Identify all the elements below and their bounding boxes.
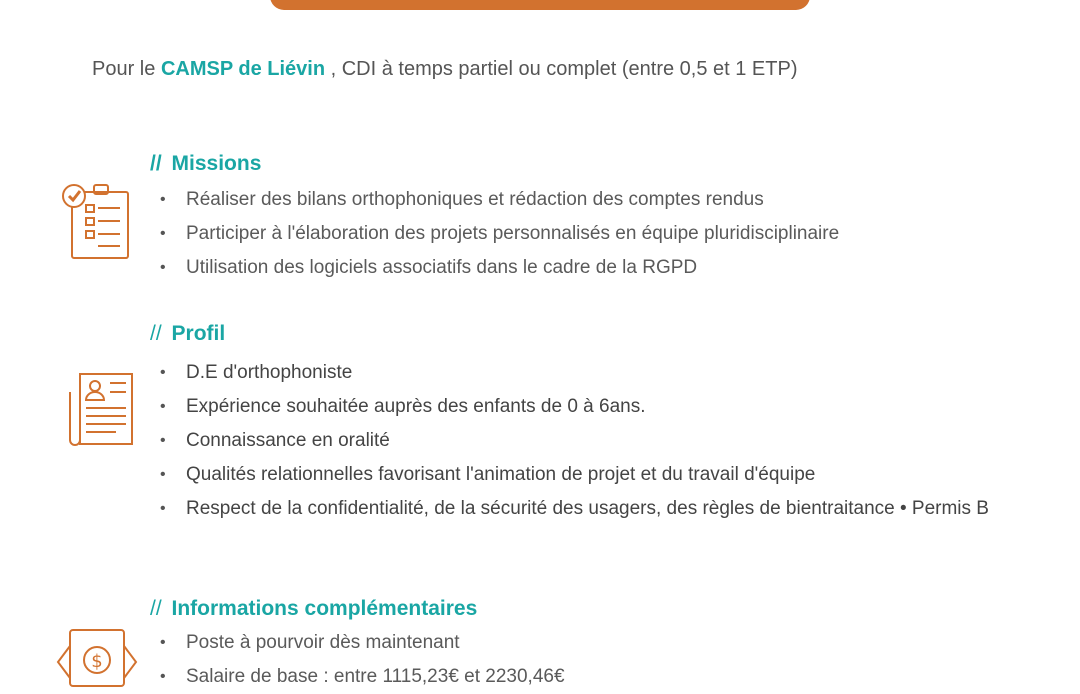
list-item: • Poste à pourvoir dès maintenant — [160, 626, 1040, 660]
missions-title — [150, 152, 261, 176]
missions-title-text: Missions — [171, 152, 262, 175]
list-item: • Respect de la confidentialité, de la sécurité des usagers, des règles de bientraitance • Permis B — [160, 492, 1016, 526]
intro-line — [92, 58, 797, 81]
svg-text:$: $ — [91, 651, 103, 672]
list-item: • Connaissance en oralité — [160, 424, 1040, 458]
missions-slashes: // — [150, 152, 162, 175]
profil-list — [160, 356, 1040, 526]
salary-envelope-icon — [54, 628, 144, 688]
list-item: • Salaire de base : entre 1115,23€ et 2230,46€ — [160, 660, 1040, 694]
intro-suffix: , CDI à temps partiel ou complet (entre 0,5 et 1 ETP) — [325, 58, 798, 80]
intro-prefix: Pour le — [92, 58, 161, 80]
profil-title-text: Profil — [171, 322, 226, 345]
list-item: • Participer à l'élaboration des projets personnalisés en équipe pluridisciplinaire — [160, 217, 1040, 251]
infos-slashes: // — [150, 597, 162, 620]
list-item: • Utilisation des logiciels associatifs dans le cadre de la RGPD — [160, 251, 1040, 285]
missions-list — [160, 183, 1040, 285]
resume-document-icon — [66, 370, 136, 448]
infos-list — [160, 626, 1040, 694]
infos-title — [150, 597, 477, 621]
checklist-clipboard-icon — [60, 180, 132, 262]
header-banner — [270, 0, 810, 10]
list-item: • Réaliser des bilans orthophoniques et rédaction des comptes rendus — [160, 183, 1040, 217]
profil-title — [150, 322, 225, 346]
list-item: • Expérience souhaitée auprès des enfants de 0 à 6ans. — [160, 390, 1040, 424]
list-item: • D.E d'orthophoniste — [160, 356, 1040, 390]
profil-slashes: // — [150, 322, 162, 345]
organization-name: CAMSP de Liévin — [160, 58, 326, 80]
list-item: • Qualités relationnelles favorisant l'animation de projet et du travail d'équipe — [160, 458, 1040, 492]
infos-title-text: Informations complémentaires — [171, 597, 478, 620]
